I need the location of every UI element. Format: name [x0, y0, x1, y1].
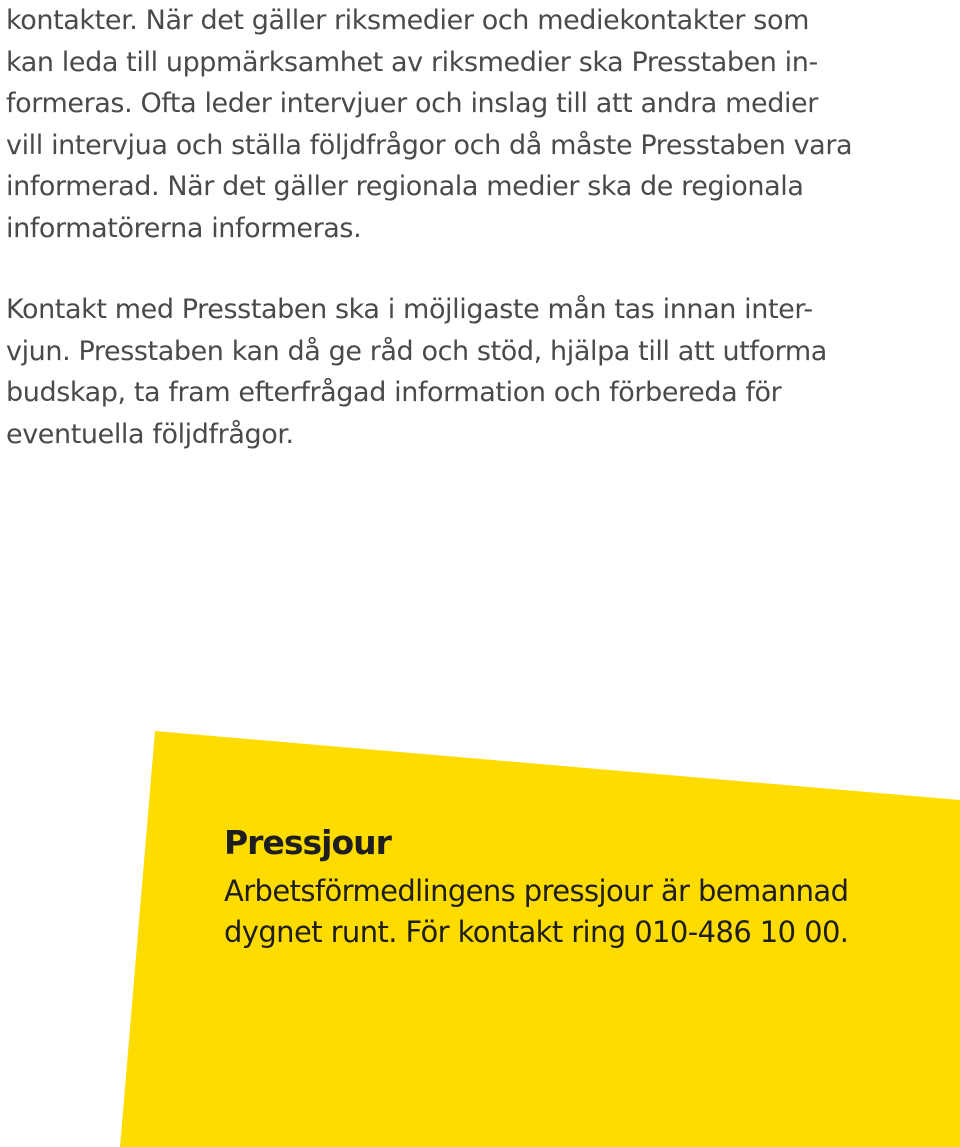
text-line: kontakter. När det gäller riksmedier och mediekontakter som — [6, 5, 809, 36]
text-line: informatörerna informeras. — [6, 212, 362, 244]
pressjour-heading: Pressjour — [224, 823, 391, 862]
text-line: formeras. Ofta leder intervjuer och inslag till att andra medier — [6, 88, 818, 119]
text-line: budskap, ta fram efterfrågad information och förbereda för — [6, 377, 782, 408]
text-line: vjun. Presstaben kan då ge råd och stöd, hjälpa till att utforma — [6, 335, 827, 367]
text-line: informerad. När det gäller regionala medier ska de regionala — [6, 171, 804, 202]
text-line: kan leda till uppmärksamhet av riksmedier ska Presstaben in- — [6, 46, 818, 78]
text-line: eventuella följdfrågor. — [6, 418, 294, 450]
pressjour-description — [224, 871, 848, 953]
text-line: vill intervjua och ställa följdfrågor och då måste Presstaben vara — [6, 129, 853, 161]
pressjour-line: dygnet runt. För kontakt ring 010-486 10 00. — [224, 915, 849, 949]
paragraph-media-contacts — [6, 0, 946, 249]
paragraph-contact-presstaben — [6, 289, 946, 455]
text-line: Kontakt med Presstaben ska i möjligaste mån tas innan inter- — [6, 294, 813, 325]
pressjour-line: Arbetsförmedlingens pressjour är bemannad — [224, 874, 849, 908]
